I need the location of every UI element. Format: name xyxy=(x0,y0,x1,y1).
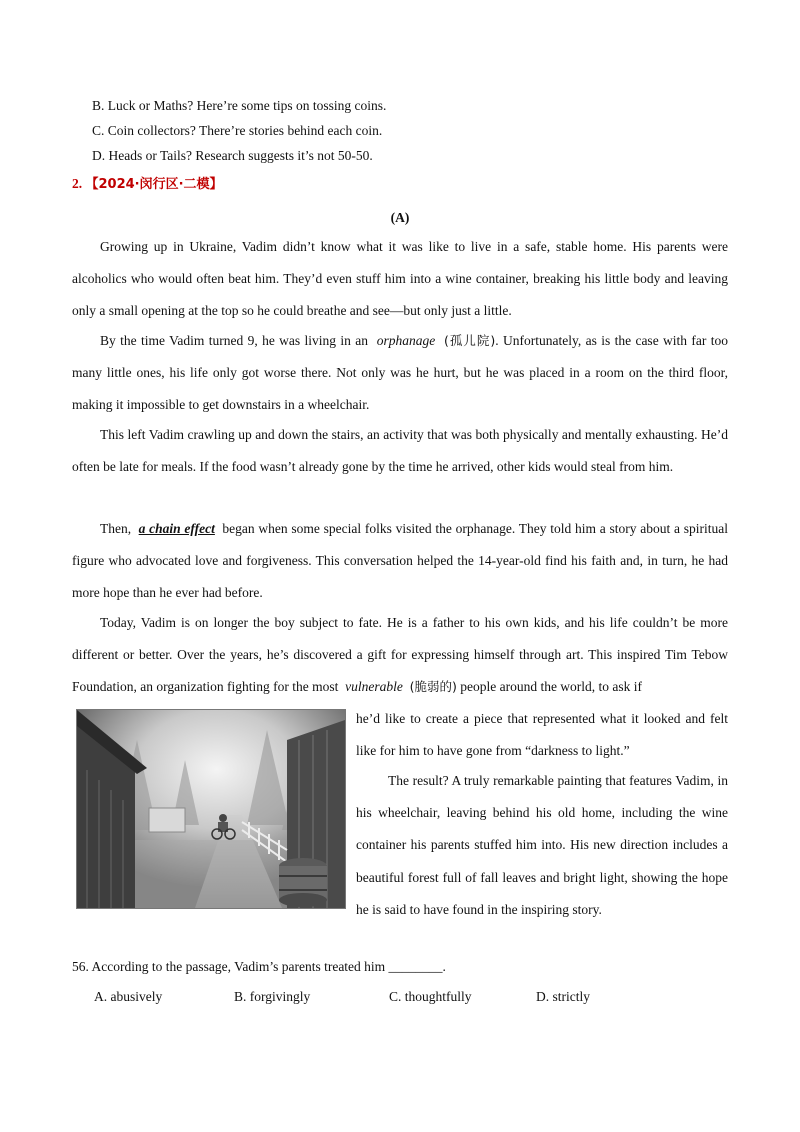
paragraph-3: This left Vadim crawling up and down the stairs, an activity that was both physically and mentally exhausting. He’d often be late for meals. If the food wasn’t already gone by the time he arrived, other kids would steal from him. xyxy=(72,427,728,475)
term-vulnerable: vulnerable xyxy=(345,679,403,695)
paragraph-1: Growing up in Ukraine, Vadim didn’t know what it was like to live in a safe, stable home. His parents were alcoholics who would often beat him. They’d even stuff him into a wine container, breaking his little body and leaving only a small opening at the top so he could breathe and see—but only just a little. xyxy=(72,239,728,319)
choice-b: B. forgivingly xyxy=(234,989,311,1004)
option-b: B. Luck or Maths? Here’re some tips on tossing coins. xyxy=(92,98,387,113)
question-56: 56. According to the passage, Vadim’s parents treated him ________. xyxy=(72,959,446,974)
choice-a: A. abusively xyxy=(94,989,163,1004)
option-d: D. Heads or Tails? Research suggests it’s not 50-50. xyxy=(92,148,373,163)
option-c: C. Coin collectors? There’re stories behind each coin. xyxy=(92,123,383,138)
paragraph-2: By the time Vadim turned 9, he was living in an orphanage (孤儿院). Unfortunately, as is the case with far too many little ones, his life only got worse there. Not only was he hurt, but he was placed in a room on the third floor, making it impossible to get downstairs in a wheelchair. xyxy=(72,333,729,413)
paragraph-5-continued: he’d like to create a piece that represented what it looked and felt like for him to have gone from “darkness to light.” xyxy=(356,711,728,759)
paragraph-4: Then, a chain effect began when some special folks visited the orphanage. They told him a story about a spiritual figure who advocated love and forgiveness. This conversation helped the 14-year-old find his faith and, in turn, he had more hope than he ever had before. xyxy=(72,521,729,601)
gloss-vulnerable: (脆弱的) xyxy=(409,679,457,695)
passage-title: (A) xyxy=(390,210,410,225)
painting-image xyxy=(76,709,346,909)
choice-d: D. strictly xyxy=(536,989,590,1004)
paragraph-5: Today, Vadim is on longer the boy subject to fate. He is a father to his own kids, and his life couldn’t be more different or better. Over the years, he’s discovered a gift for expressing himself through art. This inspired Tim Tebow Foundation, an organization fighting for the most vulnerable (脆弱的) people around the world, to ask if xyxy=(72,615,728,695)
term-orphanage: orphanage xyxy=(376,333,436,348)
term-chain-effect: a chain effect xyxy=(138,521,215,536)
paragraph-6: The result? A truly remarkable painting that features Vadim, in his wheelchair, leaving behind his old home, including the wine container his parents stuffed him into. His new direction includes a beautiful forest full of fall leaves and bright light, showing the hope he is said to have found in the inspiring story. xyxy=(356,773,728,917)
question-header xyxy=(72,173,223,192)
choice-c: C. thoughtfully xyxy=(389,989,472,1004)
gloss-orphanage: (孤儿院) xyxy=(444,333,496,348)
question-number: 2. xyxy=(72,176,83,191)
source-tag: 【2024·闵行区·二模】 xyxy=(85,177,223,192)
